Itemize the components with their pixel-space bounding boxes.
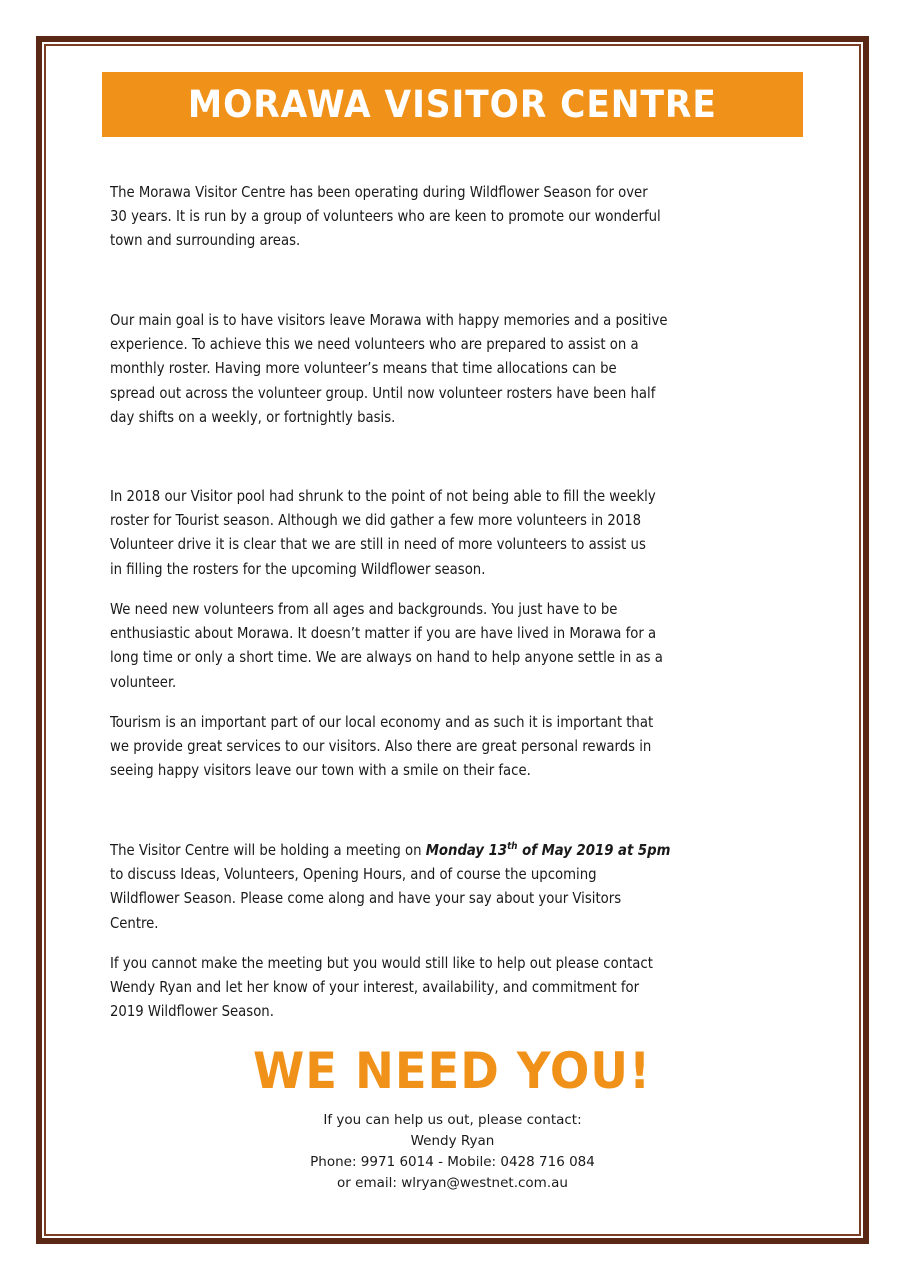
paragraph-contact-info: [110, 951, 820, 1024]
contact-block: [0, 1110, 905, 1194]
text-line: [110, 838, 799, 862]
paragraph-meeting: [110, 838, 820, 935]
contact-name: Wendy Ryan: [410, 1133, 495, 1149]
title-banner: [102, 72, 803, 137]
paragraph-new-volunteers: [110, 597, 820, 694]
text-line: Centre.: [110, 913, 159, 932]
text-line: monthly roster. Having more volunteer’s means that time allocations can be: [110, 359, 617, 378]
text-line: Tourism is an important part of our local economy and as such it is important that: [110, 713, 654, 731]
contact-intro: If you can help us out, please contact:: [323, 1112, 582, 1128]
text-line: volunteer.: [110, 672, 177, 691]
text-line: We need new volunteers from all ages and backgrounds. You just have to be: [110, 600, 618, 618]
page-title: MORAWA VISITOR CENTRE: [188, 83, 717, 126]
paragraph-2018: [110, 484, 820, 581]
text-line: The Morawa Visitor Centre has been operating during Wildflower Season for over: [110, 183, 648, 201]
meeting-intro: The Visitor Centre will be holding a meeting on: [110, 841, 426, 859]
text-line: If you cannot make the meeting but you would still like to help out please contact: [110, 954, 653, 972]
meeting-date-rest: of May 2019 at 5pm: [517, 841, 671, 859]
meeting-date: [426, 841, 671, 859]
text-line: to discuss Ideas, Volunteers, Opening Hours, and of course the upcoming: [110, 865, 597, 884]
call-to-action: [0, 1042, 905, 1100]
contact-email[interactable]: or email: wlryan@westnet.com.au: [337, 1175, 568, 1191]
text-line: experience. To achieve this we need volunteers who are prepared to assist on a: [110, 335, 639, 354]
text-line: Wildflower Season. Please come along and have your say about your Visitors: [110, 889, 622, 908]
text-line: 30 years. It is run by a group of volunteers who are keen to promote our wonderful: [110, 207, 661, 226]
text-line: 2019 Wildflower Season.: [110, 1002, 274, 1021]
text-line: spread out across the volunteer group. Until now volunteer rosters have been half: [110, 383, 656, 402]
text-line: roster for Tourist season. Although we did gather a few more volunteers in 2018: [110, 511, 642, 530]
text-line: town and surrounding areas.: [110, 231, 301, 250]
meeting-date-day: Monday 13: [425, 841, 508, 859]
text-line: long time or only a short time. We are always on hand to help anyone settle in as a: [110, 648, 663, 667]
text-line: we provide great services to our visitors. Also there are great personal rewards in: [110, 737, 652, 756]
text-line: seeing happy visitors leave our town with a smile on their face.: [110, 761, 531, 780]
text-line: Wendy Ryan and let her know of your interest, availability, and commitment for: [110, 978, 640, 997]
cta-heading: WE NEED YOU!: [253, 1042, 652, 1100]
text-line: enthusiastic about Morawa. It doesn’t matter if you are have lived in Morawa for a: [110, 624, 657, 643]
text-line: in filling the rosters for the upcoming Wildflower season.: [110, 559, 486, 578]
contact-phones: Phone: 9971 6014 - Mobile: 0428 716 084: [310, 1154, 595, 1170]
paragraph-tourism: [110, 710, 820, 783]
text-line: In 2018 our Visitor pool had shrunk to the point of not being able to fill the weekly: [110, 487, 656, 505]
paragraph-intro: [110, 180, 820, 253]
meeting-date-suffix: th: [507, 840, 518, 852]
text-line: Our main goal is to have visitors leave Morawa with happy memories and a positive: [110, 311, 668, 329]
text-line: day shifts on a weekly, or fortnightly basis.: [110, 407, 396, 426]
text-line: Volunteer drive it is clear that we are still in need of more volunteers to assist us: [110, 535, 646, 554]
paragraph-goal: [110, 308, 820, 429]
